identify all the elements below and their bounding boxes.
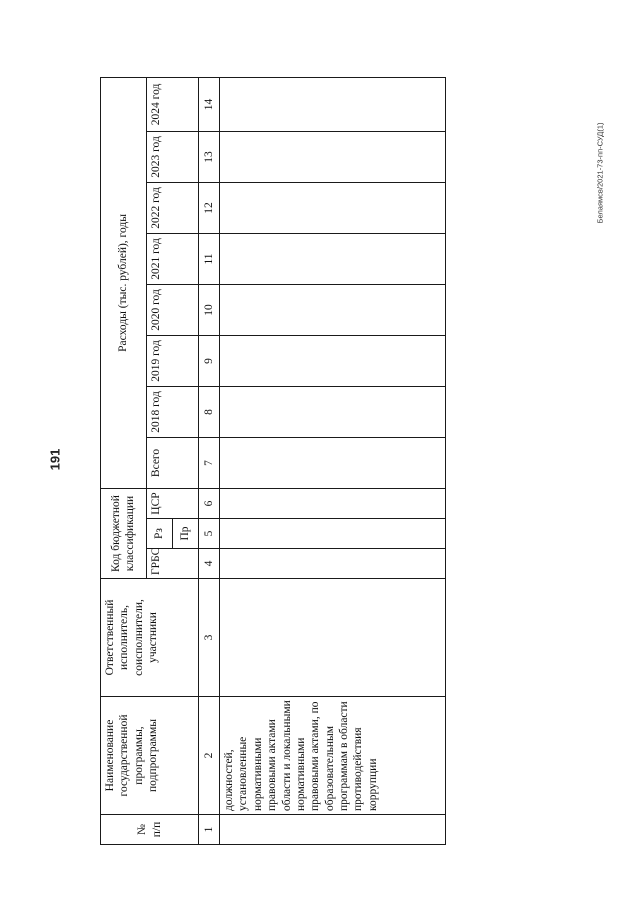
header-pr: Пр [172,519,198,549]
cell-2019 [220,335,446,386]
cell-csr [220,488,446,518]
header-year-2020: 2020 год [146,284,198,335]
colnum-4: 4 [199,549,220,579]
cell-2018 [220,386,446,437]
page-number: 191 [47,448,63,471]
header-year-2018: 2018 год [146,386,198,437]
column-number-row [199,77,220,844]
cell-2020 [220,284,446,335]
cell-2021 [220,233,446,284]
header-rz: Рз [146,519,172,549]
header-executor: Ответственный исполнитель, соисполнители, участники [101,579,199,697]
colnum-2: 2 [199,697,220,815]
cell-2022 [220,182,446,233]
rotated-table-wrapper [100,78,446,845]
cell-2023 [220,131,446,182]
cell-rz-pr [220,519,446,549]
header-row-1 [101,77,147,844]
colnum-8: 8 [199,386,220,437]
cell-executor [220,579,446,697]
header-year-2024: 2024 год [146,77,198,131]
header-year-2021: 2021 год [146,233,198,284]
header-year-2022: 2022 год [146,182,198,233]
colnum-6: 6 [199,488,220,518]
colnum-11: 11 [199,233,220,284]
stamp-text: Белаямсв/2021-73-пп-СУД(1) [595,122,605,224]
header-total: Всего [146,437,198,488]
cell-grbs [220,549,446,579]
cell-no [220,815,446,845]
colnum-14: 14 [199,77,220,131]
header-year-2019: 2019 год [146,335,198,386]
cell-name: должностей, установленные нормативными правовыми актами области и локальными нормативными правовыми актами, по образовательным программам в области противодействия коррупции [220,697,446,815]
colnum-9: 9 [199,335,220,386]
colnum-1: 1 [199,815,220,845]
expenses-table [100,77,446,845]
colnum-12: 12 [199,182,220,233]
table-row [220,77,446,844]
header-name: Наименование государственной программы, подпрограммы [101,697,199,815]
header-csr: ЦСР [146,488,198,518]
colnum-7: 7 [199,437,220,488]
colnum-5: 5 [199,519,220,549]
colnum-13: 13 [199,131,220,182]
cell-total [220,437,446,488]
cell-2024 [220,77,446,131]
header-expenses: Расходы (тыс. рублей), годы [101,77,147,488]
header-year-2023: 2023 год [146,131,198,182]
colnum-10: 10 [199,284,220,335]
colnum-3: 3 [199,579,220,697]
header-grbs: ГРБС [146,549,198,579]
header-no: № п/п [101,815,199,845]
header-budget-code: Код бюджетной классификации [101,488,147,578]
